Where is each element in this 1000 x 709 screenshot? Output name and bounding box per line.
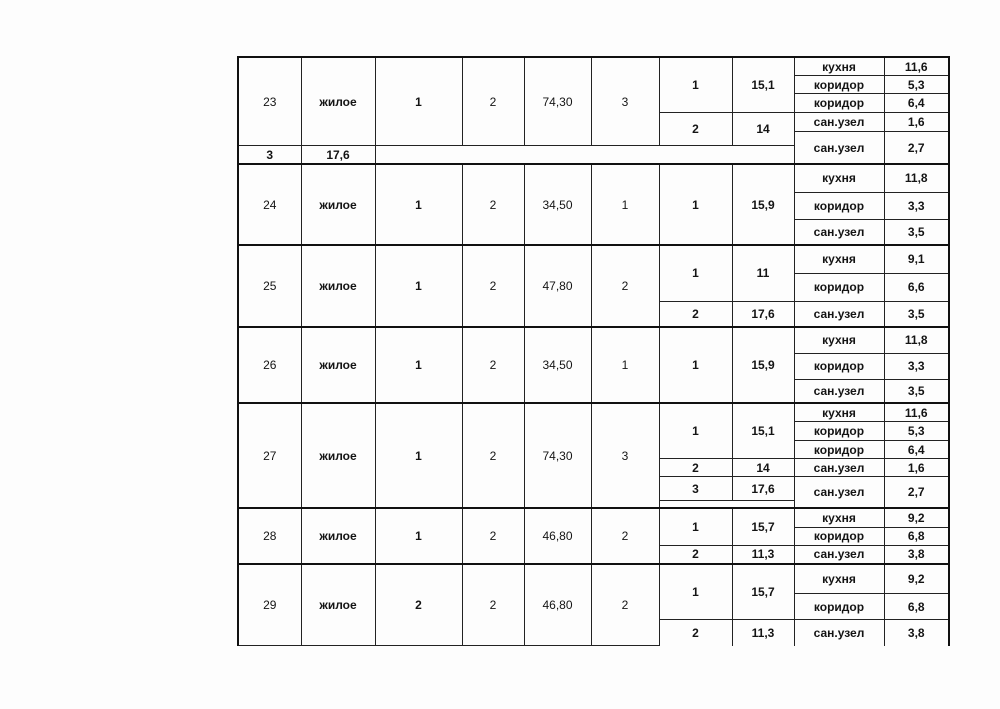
rooms-count: 2 <box>591 245 659 327</box>
aux-room-area: 3,8 <box>884 620 949 646</box>
aux-room-name: коридор <box>794 594 884 620</box>
aux-room-name: кухня <box>794 164 884 192</box>
aux-room-area: 6,6 <box>884 273 949 301</box>
room-area: 15,7 <box>732 564 794 620</box>
total-area: 46,80 <box>524 508 591 564</box>
aux-room-area: 5,3 <box>884 76 949 94</box>
room-number: 1 <box>659 403 732 459</box>
entrance-number: 1 <box>375 508 462 564</box>
aux-room-name: коридор <box>794 273 884 301</box>
aux-room-name: кухня <box>794 564 884 594</box>
entrance-number: 1 <box>375 245 462 327</box>
aux-room-name: кухня <box>794 57 884 76</box>
floor-number: 2 <box>462 164 524 245</box>
apartment-number: 24 <box>238 164 301 245</box>
aux-room-name: кухня <box>794 403 884 422</box>
aux-room-area: 9,2 <box>884 508 949 527</box>
entrance-number: 1 <box>375 164 462 245</box>
room-number: 1 <box>659 508 732 545</box>
aux-room-area: 11,8 <box>884 164 949 192</box>
aux-room-area: 3,8 <box>884 545 949 564</box>
room-area: 14 <box>732 113 794 146</box>
rooms-count: 2 <box>591 564 659 646</box>
apartments-table <box>237 56 950 646</box>
rooms-count: 2 <box>591 508 659 564</box>
floor-number: 2 <box>462 564 524 646</box>
room-number: 3 <box>238 146 301 165</box>
aux-room-name: коридор <box>794 527 884 545</box>
floor-number: 2 <box>462 403 524 508</box>
aux-room-name: сан.узел <box>794 477 884 509</box>
apartment-row-group <box>238 508 949 564</box>
premises-type: жилое <box>301 57 375 146</box>
apartment-row-group <box>238 57 949 164</box>
total-area: 74,30 <box>524 57 591 146</box>
aux-room-area: 6,4 <box>884 94 949 113</box>
aux-room-name: кухня <box>794 245 884 273</box>
aux-room-area: 11,8 <box>884 327 949 353</box>
aux-room-name: сан.узел <box>794 379 884 403</box>
aux-room-name: сан.узел <box>794 301 884 327</box>
aux-room-area: 6,8 <box>884 527 949 545</box>
aux-room-area: 5,3 <box>884 422 949 441</box>
room-number: 1 <box>659 245 732 301</box>
floor-number: 2 <box>462 508 524 564</box>
aux-room-name: коридор <box>794 422 884 441</box>
aux-room-name: сан.узел <box>794 132 884 165</box>
aux-room-area: 2,7 <box>884 132 949 165</box>
aux-room-name: коридор <box>794 353 884 379</box>
aux-room-name: сан.узел <box>794 545 884 564</box>
apartment-number: 26 <box>238 327 301 403</box>
apartment-row-group <box>238 564 949 646</box>
apartment-row-group <box>238 164 949 245</box>
aux-room-area: 9,2 <box>884 564 949 594</box>
rooms-count: 3 <box>591 403 659 508</box>
aux-room-area: 6,8 <box>884 594 949 620</box>
room-number: 2 <box>659 545 732 564</box>
aux-room-area: 6,4 <box>884 441 949 459</box>
room-area: 15,9 <box>732 164 794 245</box>
room-number: 1 <box>659 327 732 403</box>
room-area: 15,9 <box>732 327 794 403</box>
total-area: 34,50 <box>524 327 591 403</box>
room-number: 2 <box>659 113 732 146</box>
aux-room-area: 2,7 <box>884 477 949 509</box>
aux-room-name: коридор <box>794 441 884 459</box>
room-area: 11,3 <box>732 620 794 646</box>
aux-room-area: 1,6 <box>884 113 949 132</box>
rooms-count: 1 <box>591 164 659 245</box>
aux-room-name: коридор <box>794 76 884 94</box>
aux-room-name: сан.узел <box>794 113 884 132</box>
room-area: 11,3 <box>732 545 794 564</box>
spacer-cell <box>659 501 794 509</box>
aux-room-area: 11,6 <box>884 57 949 76</box>
room-area: 15,1 <box>732 57 794 113</box>
aux-room-name: кухня <box>794 327 884 353</box>
rooms-count: 3 <box>591 57 659 146</box>
aux-room-area: 11,6 <box>884 403 949 422</box>
apartment-number: 25 <box>238 245 301 327</box>
rooms-count: 1 <box>591 327 659 403</box>
entrance-number: 1 <box>375 57 462 146</box>
total-area: 46,80 <box>524 564 591 646</box>
room-area: 15,1 <box>732 403 794 459</box>
room-area: 17,6 <box>301 146 375 165</box>
aux-room-name: коридор <box>794 94 884 113</box>
aux-room-name: кухня <box>794 508 884 527</box>
aux-room-area: 3,3 <box>884 192 949 219</box>
apartment-number: 27 <box>238 403 301 508</box>
aux-room-name: коридор <box>794 192 884 219</box>
total-area: 47,80 <box>524 245 591 327</box>
room-area: 15,7 <box>732 508 794 545</box>
room-area: 11 <box>732 245 794 301</box>
apartment-row-group <box>238 403 949 508</box>
aux-room-area: 1,6 <box>884 459 949 477</box>
room-number: 1 <box>659 564 732 620</box>
aux-room-area: 9,1 <box>884 245 949 273</box>
room-number: 3 <box>659 477 732 501</box>
aux-room-area: 3,3 <box>884 353 949 379</box>
premises-type: жилое <box>301 245 375 327</box>
entrance-number: 1 <box>375 327 462 403</box>
floor-number: 2 <box>462 57 524 146</box>
premises-type: жилое <box>301 164 375 245</box>
room-area: 17,6 <box>732 477 794 501</box>
apartment-number: 29 <box>238 564 301 646</box>
aux-room-name: сан.узел <box>794 219 884 245</box>
aux-room-name: сан.узел <box>794 620 884 646</box>
room-area: 17,6 <box>732 301 794 327</box>
premises-type: жилое <box>301 327 375 403</box>
entrance-number: 2 <box>375 564 462 646</box>
room-number: 1 <box>659 57 732 113</box>
premises-type: жилое <box>301 403 375 508</box>
aux-room-name: сан.узел <box>794 459 884 477</box>
room-area: 14 <box>732 459 794 477</box>
room-number: 2 <box>659 620 732 646</box>
total-area: 34,50 <box>524 164 591 245</box>
apartment-number: 23 <box>238 57 301 146</box>
premises-type: жилое <box>301 564 375 646</box>
apartment-row-group <box>238 327 949 403</box>
room-number: 2 <box>659 301 732 327</box>
apartment-number: 28 <box>238 508 301 564</box>
floor-number: 2 <box>462 327 524 403</box>
premises-type: жилое <box>301 508 375 564</box>
aux-room-area: 3,5 <box>884 379 949 403</box>
total-area: 74,30 <box>524 403 591 508</box>
aux-room-area: 3,5 <box>884 301 949 327</box>
room-number: 1 <box>659 164 732 245</box>
entrance-number: 1 <box>375 403 462 508</box>
apartment-row-group <box>238 245 949 327</box>
aux-room-area: 3,5 <box>884 219 949 245</box>
floor-number: 2 <box>462 245 524 327</box>
room-number: 2 <box>659 459 732 477</box>
